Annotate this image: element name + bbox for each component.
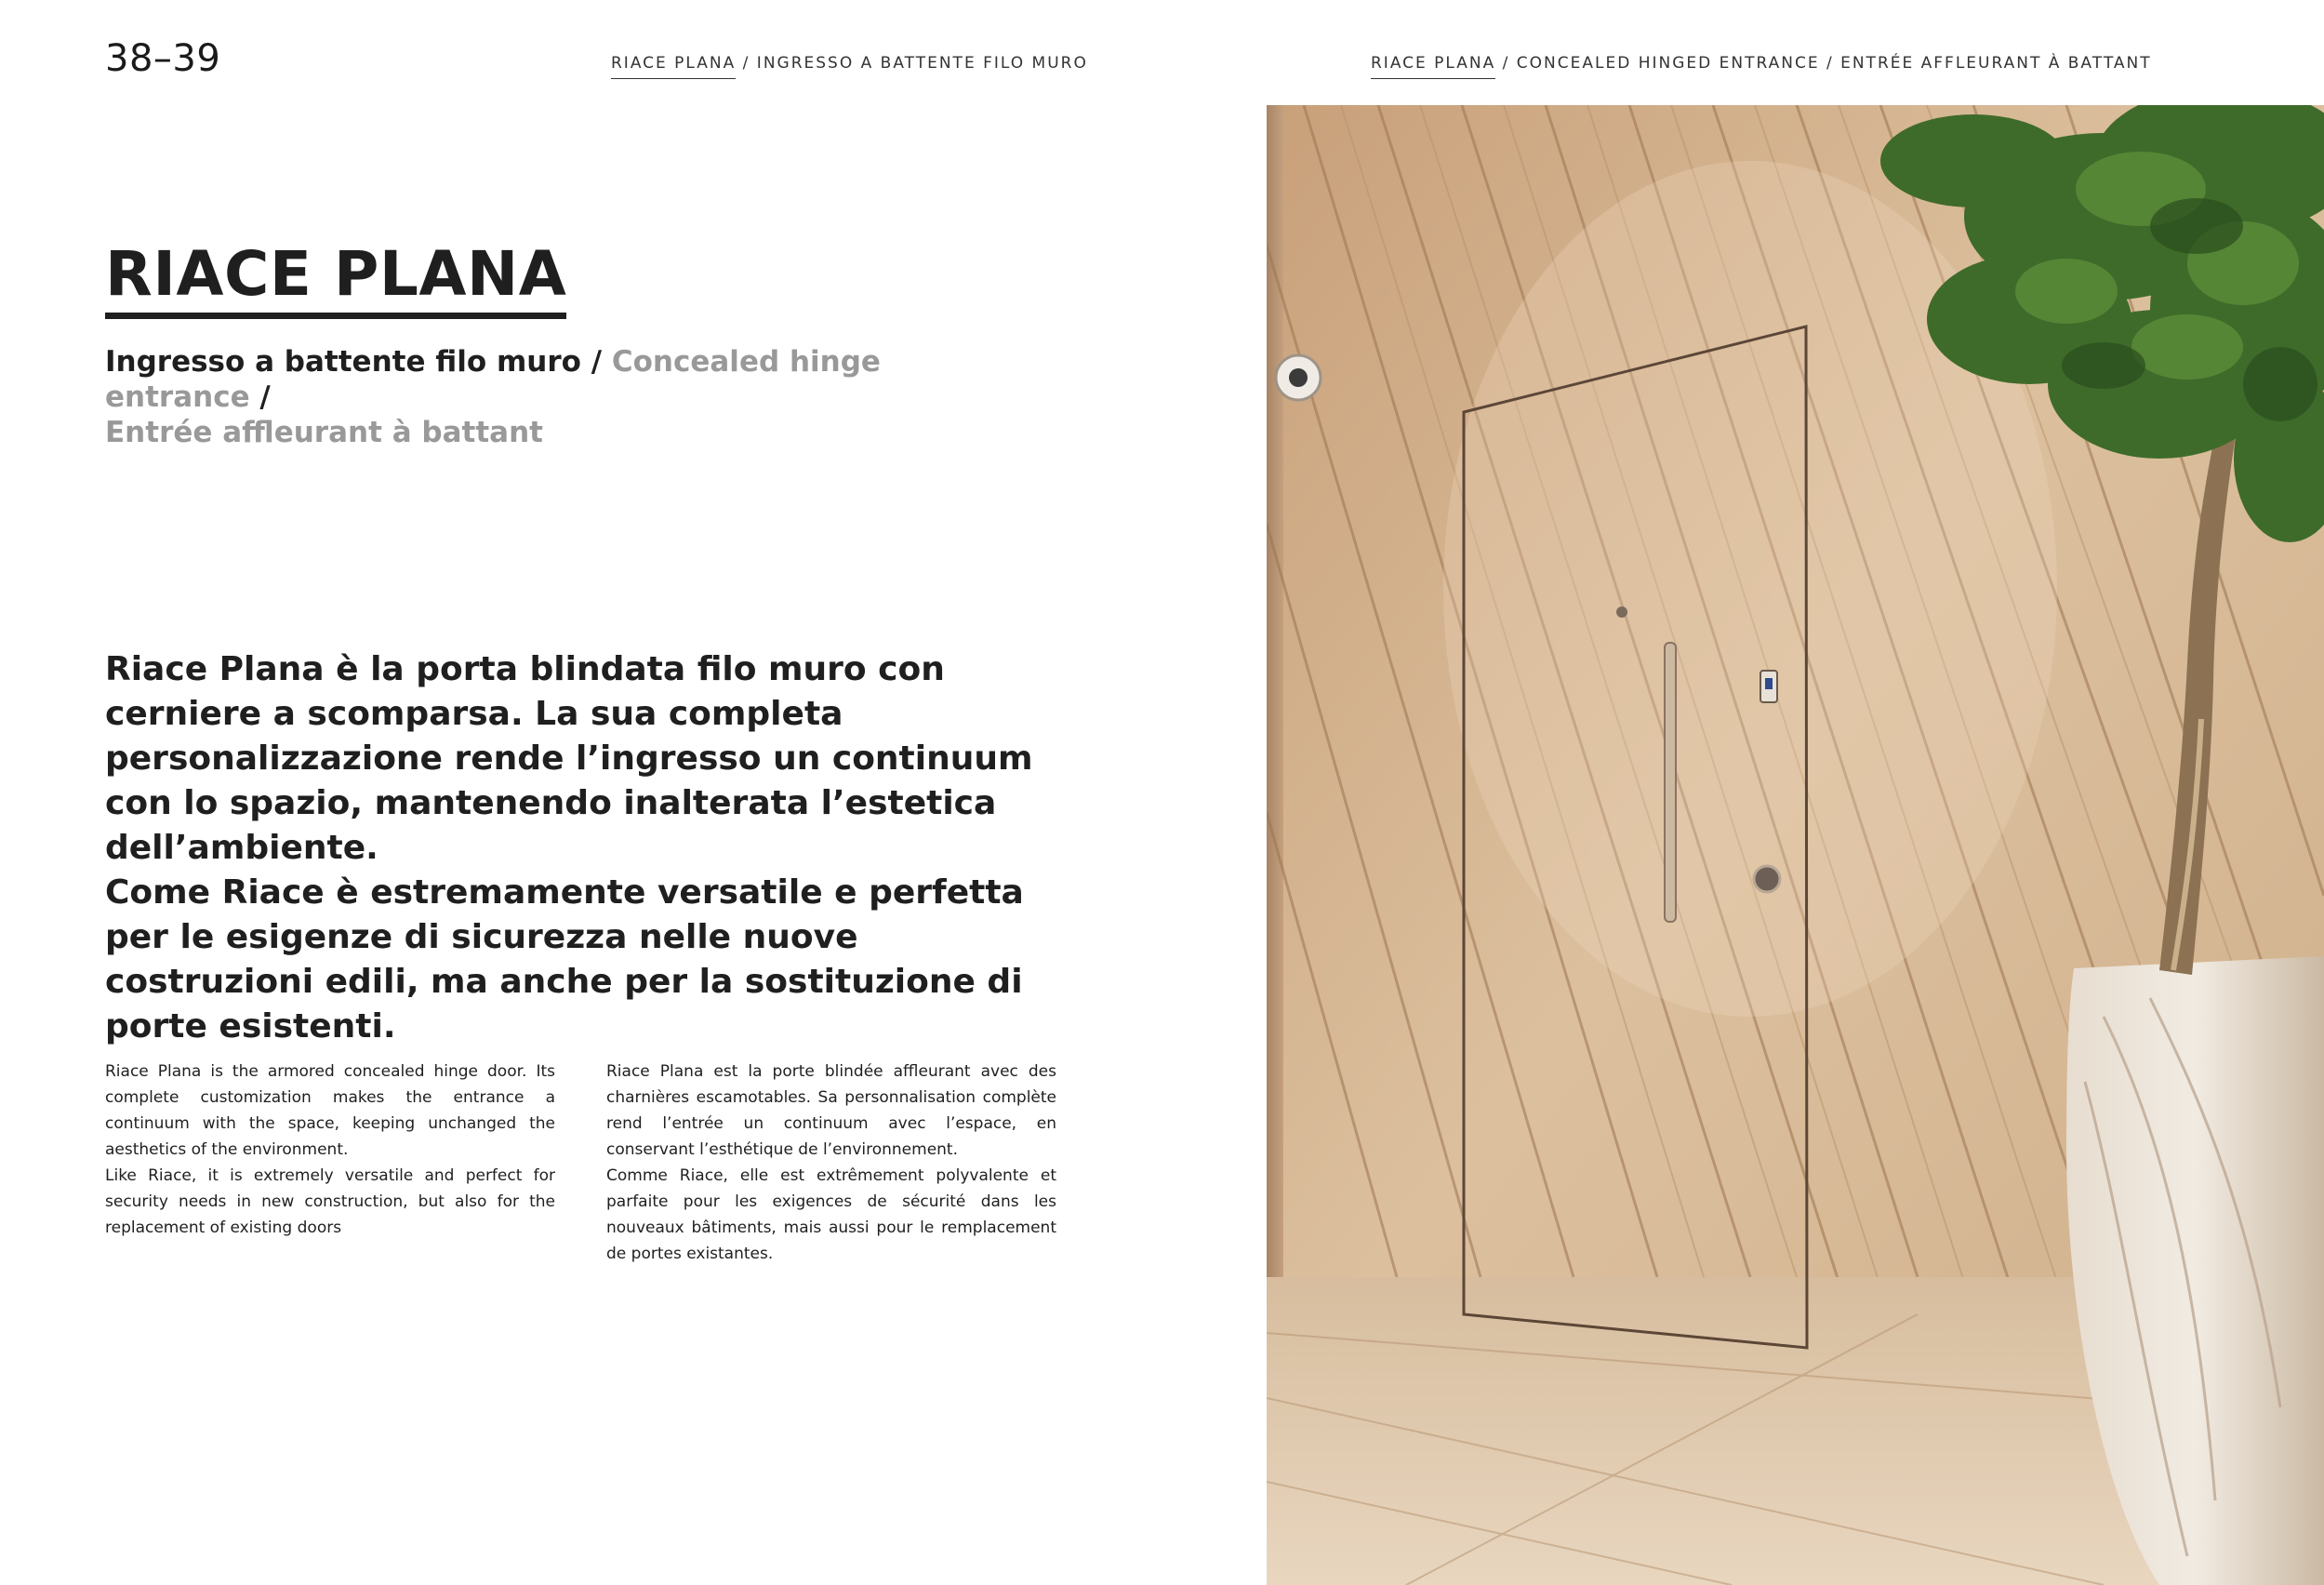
lead-paragraph-1: Riace Plana è la porta blindata filo muro con cerniere a scomparsa. La sua completa personalizzazione rende l’ingresso un continuum con lo spazio, mantenendo inalterata l’estetica dell’ambiente. <box>105 650 1033 867</box>
lead-paragraph-2: Come Riace è estremamente versatile e perfetta per le esigenze di sicurezza nelle nuove costruzioni edili, ma anche per la sostituzione di porte esistenti. <box>105 873 1024 1046</box>
running-header-right-section: / CONCEALED HINGED ENTRANCE / ENTRÉE AFFLEURANT À BATTANT <box>1495 54 2152 73</box>
product-subtitle <box>105 344 942 450</box>
body-fr-paragraph-1: Riace Plana est la porte blindée affleurant avec des charnières escamotables. Sa personnalisation complète rend l’entrée un continuum avec l’espace, en conservant l’esthétique de l’environnement. <box>606 1062 1056 1159</box>
running-header-right-product: RIACE PLANA <box>1371 54 1495 79</box>
subtitle-separator: / <box>580 345 612 379</box>
body-en-paragraph-2: Like Riace, it is extremely versatile and perfect for security needs in new construction, but also for the replacement of existing doors <box>105 1166 555 1237</box>
security-camera <box>1276 355 1321 400</box>
page-number: 38–39 <box>105 37 221 80</box>
door-lock <box>1754 866 1780 892</box>
subtitle-french: Entrée affleurant à battant <box>105 416 543 449</box>
product-photo <box>1267 105 2324 1585</box>
lead-paragraph <box>105 647 1063 1049</box>
peephole <box>1616 606 1627 618</box>
running-header-right <box>1371 54 2152 79</box>
product-title: RIACE PLANA <box>105 244 566 319</box>
subtitle-separator: / <box>249 380 271 414</box>
running-header-left-section: / INGRESSO A BATTENTE FILO MURO <box>736 54 1088 73</box>
door-handle <box>1665 643 1676 922</box>
running-header-left <box>611 54 1088 79</box>
body-column-french <box>606 1059 1056 1267</box>
subtitle-italian: Ingresso a battente filo muro <box>105 345 581 379</box>
subtitle-english: Concealed hinge entrance <box>105 345 881 414</box>
body-fr-paragraph-2: Comme Riace, elle est extrêmement polyvalente et parfaite pour les exigences de sécurité dans les nouveaux bâtiments, mais aussi pour le remplacement de portes existantes. <box>606 1166 1056 1263</box>
side-wall <box>1267 105 1283 1314</box>
product-photo-illustration <box>1267 105 2324 1585</box>
running-header-left-product: RIACE PLANA <box>611 54 736 79</box>
body-column-english <box>105 1059 555 1241</box>
body-en-paragraph-1: Riace Plana is the armored concealed hinge door. Its complete customization makes the entrance a continuum with the space, keeping unchanged the aesthetics of the environment. <box>105 1062 555 1159</box>
